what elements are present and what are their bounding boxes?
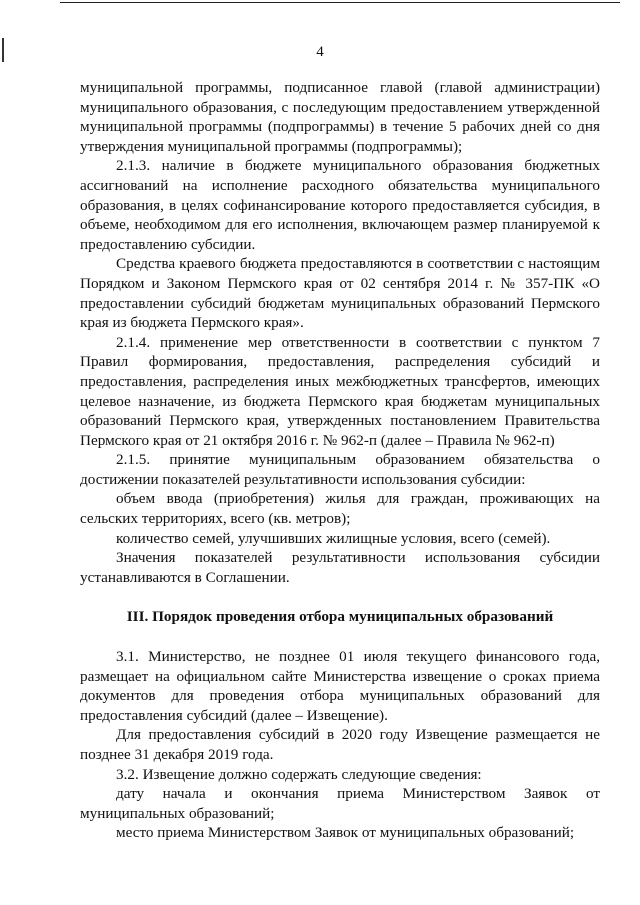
paragraphs-before-heading xyxy=(80,78,600,587)
paragraph: Для предоставления субсидий в 2020 году Извещение размещается не позднее 31 декабря 2019 года. xyxy=(80,726,600,763)
page-number: 4 xyxy=(316,44,324,60)
paragraph: Значения показателей результативности использования субсидии устанавливаются в Соглашении. xyxy=(80,549,600,586)
paragraph: количество семей, улучшивших жилищные условия, всего (семей). xyxy=(116,529,551,547)
document-body xyxy=(80,78,600,843)
paragraph: место приема Министерством Заявок от муниципальных образований; xyxy=(116,824,575,842)
section-heading: III. Порядок проведения отбора муниципальных образований xyxy=(126,608,554,626)
paragraph: дату начала и окончания приема Министерством Заявок от муниципальных образований; xyxy=(80,785,600,822)
paragraph: 2.1.4. применение мер ответственности в соответствии с пунктом 7 Правил формирования, предоставления, распределения субсидий и предоставления, распределения иных межбюджетных трансфертов, имеющих целевое назначение, из бюджета Пермского края бюджетам муниципальных образований Пермского края, утвержденных постановлением Правительства Пермского края от 21 октября 2016 г. № 962-п (далее – Правила № 962-п) xyxy=(80,333,600,449)
paragraph: объем ввода (приобретения) жилья для граждан, проживающих на сельских территориях, всего (кв. метров); xyxy=(80,490,600,528)
scan-edge-line xyxy=(60,2,620,3)
paragraph: муниципальной программы, подписанное главой (главой администрации) муниципального образования, с последующим предоставлением утвержденной муниципальной программы (подпрограммы) в течение 5 рабочих дней со дня утверждения муниципальной программы (подпрограммы); xyxy=(80,79,600,155)
paragraph: 3.2. Извещение должно содержать следующие сведения: xyxy=(116,765,482,783)
paragraph: Средства краевого бюджета предоставляются в соответствии с настоящим Порядком и Законом Пермского края от 02 сентября 2014 г. № 357-ПК «О предоставлении субсидий бюджетам муниципальных образований Пермского края из бюджета Пермского края». xyxy=(80,255,600,332)
paragraph: 2.1.5. принятие муниципальным образованием обязательства о достижении показателей результативности использования субсидии: xyxy=(80,451,600,488)
paragraph: 2.1.3. наличие в бюджете муниципального образования бюджетных ассигнований на исполнение расходного обязательства муниципального образования, в целях софинансирование которого предоставляется субсидия, в объеме, необходимом для его исполнения, включающем размер планируемой к предоставлению субсидии. xyxy=(80,157,600,253)
paragraphs-after-heading xyxy=(80,647,600,843)
paragraph: 3.1. Министерство, не позднее 01 июля текущего финансового года, размещает на официальном сайте Министерства извещение о сроках приема документов для проведения отбора муниципальных образований для предоставления субсидий (далее – Извещение). xyxy=(80,648,600,724)
